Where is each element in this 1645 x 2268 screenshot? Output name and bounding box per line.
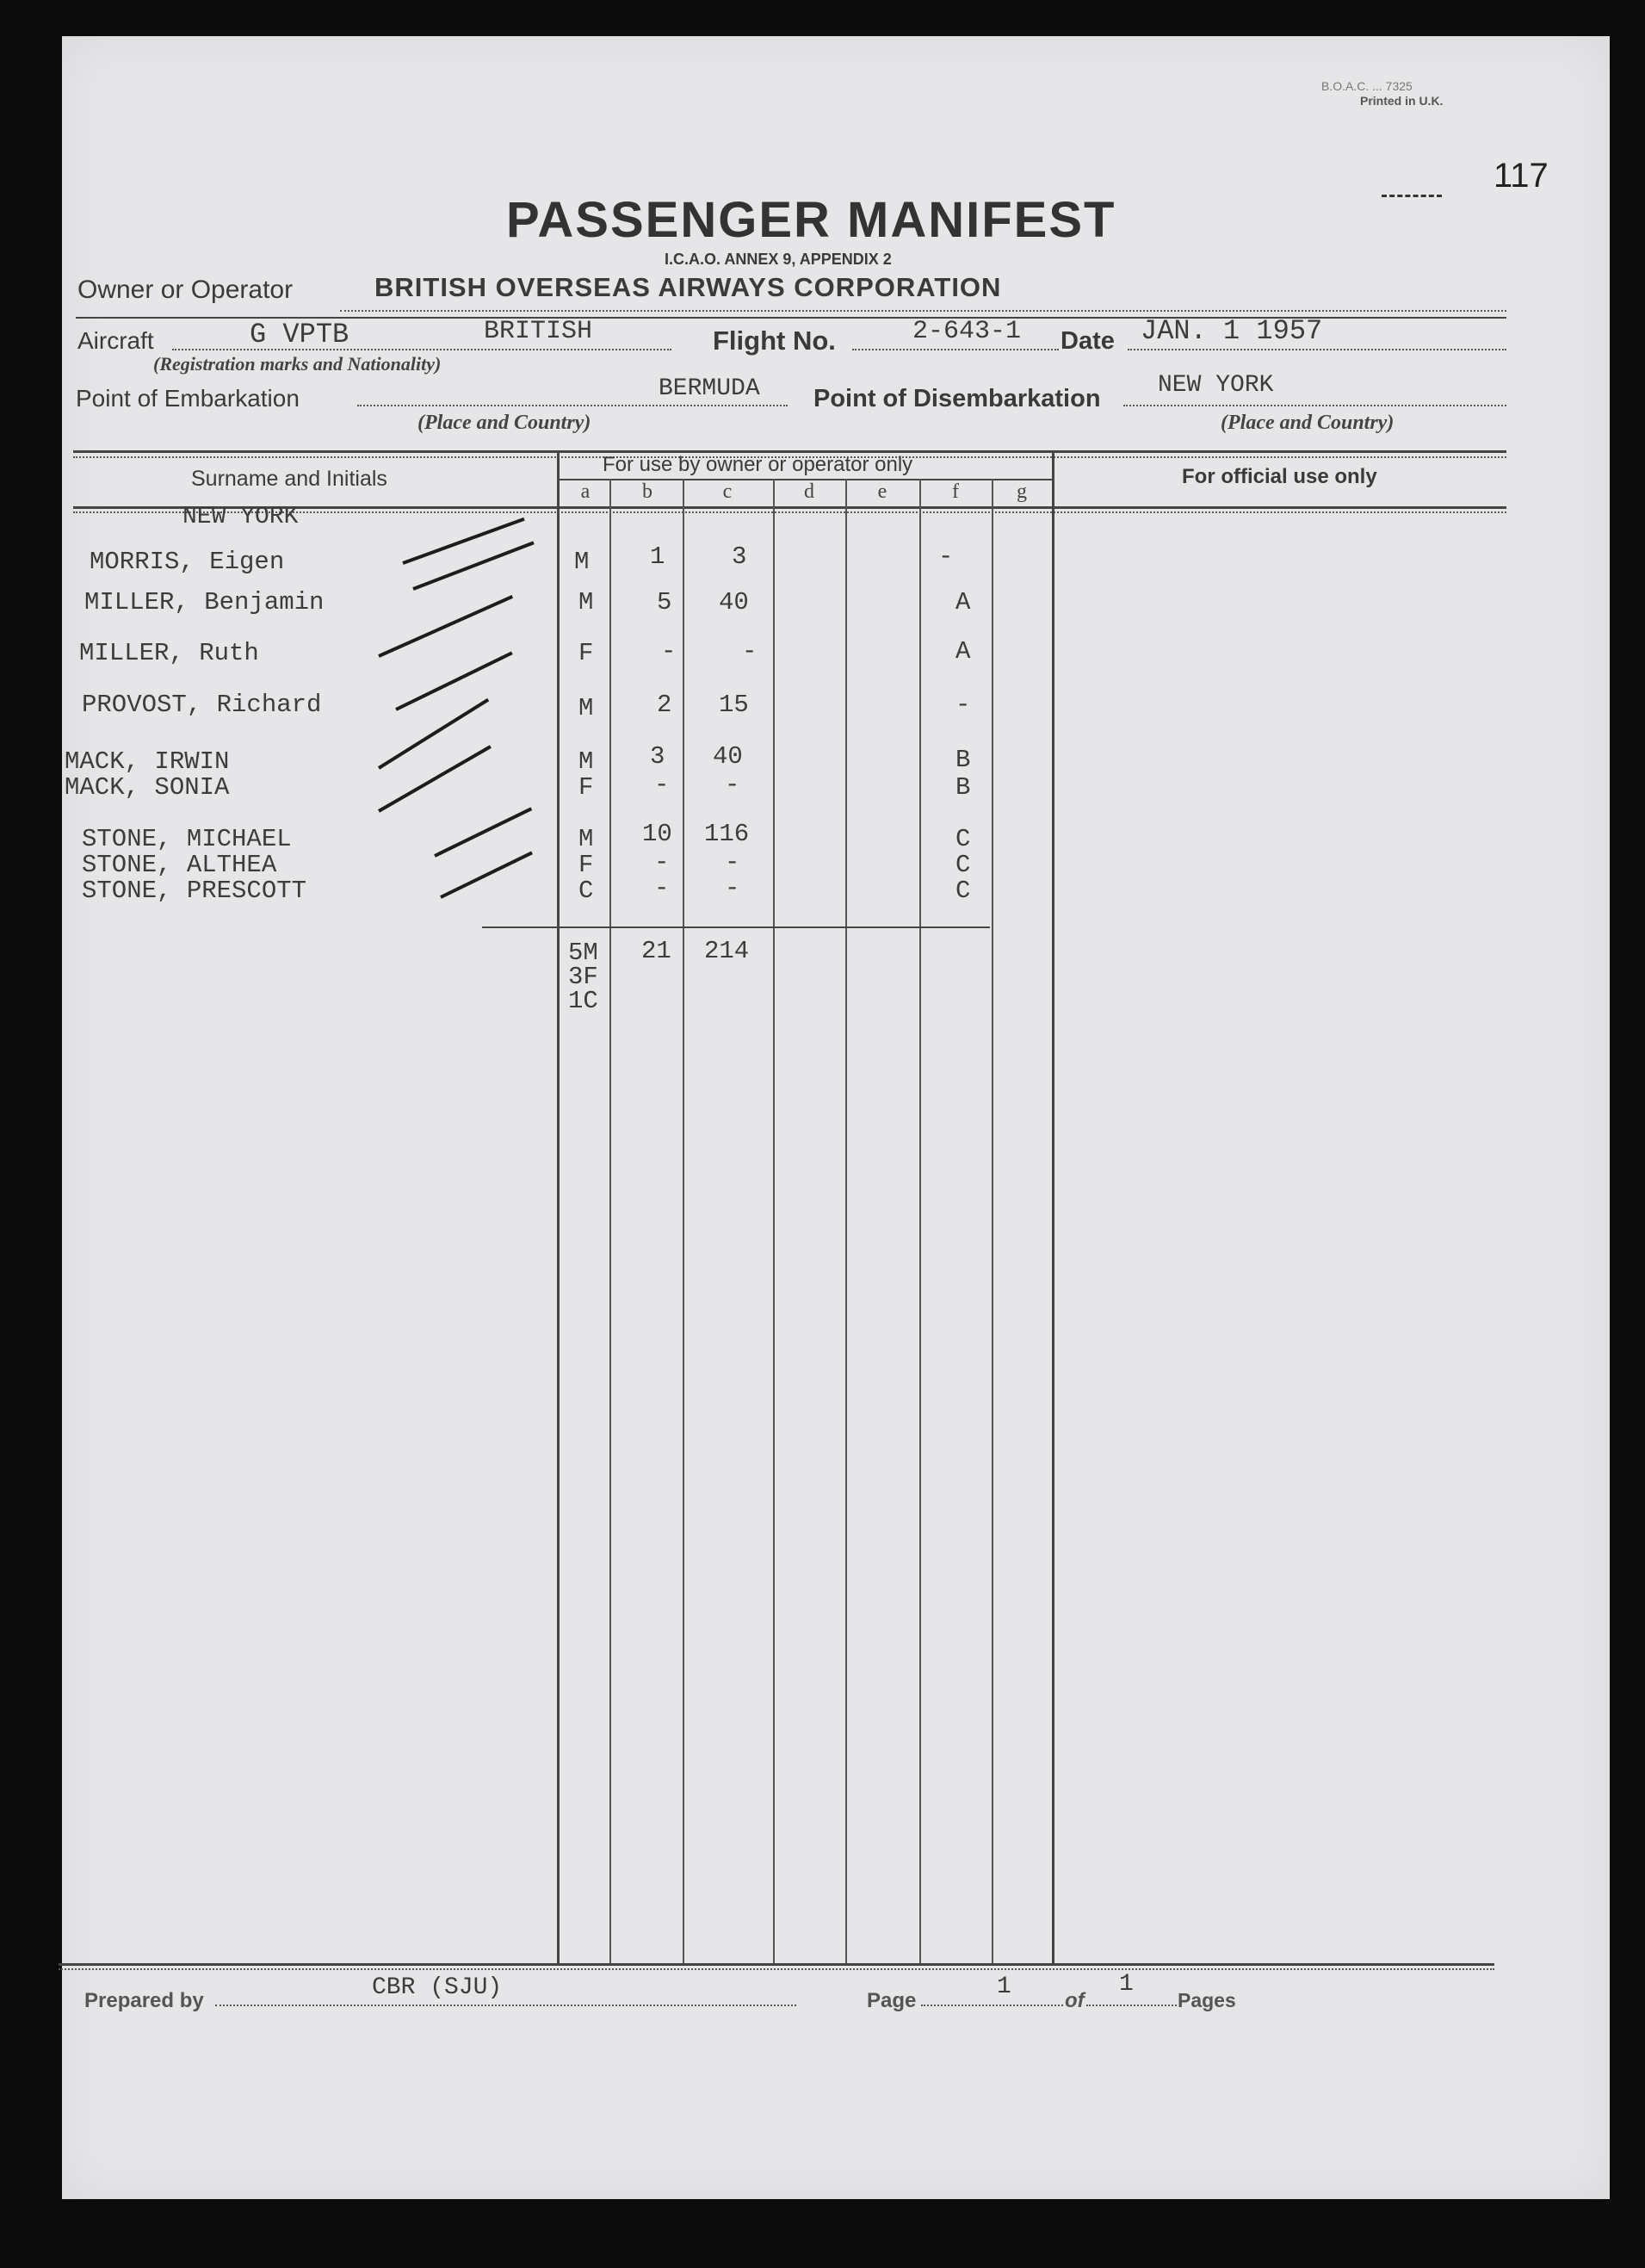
cell-f: - — [955, 691, 971, 719]
embarkation-underline — [357, 405, 788, 406]
prepared-by-underline — [215, 2005, 796, 2006]
cell-b: - — [654, 848, 670, 877]
cell-f: - — [938, 542, 954, 571]
of-value: 1 — [1119, 1971, 1134, 1998]
col-divider-b — [683, 479, 684, 1964]
passenger-name: STONE, ALTHEA — [82, 851, 277, 879]
col-header-f: f — [952, 480, 959, 503]
date-value: JAN. 1 1957 — [1141, 315, 1323, 347]
page-subtitle: I.C.A.O. ANNEX 9, APPENDIX 2 — [665, 251, 892, 268]
passenger-name: MACK, IRWIN — [65, 747, 230, 776]
total-c: 214 — [704, 937, 750, 965]
total-a-female: 3F — [568, 963, 598, 991]
total-a-child: 1C — [568, 987, 598, 1015]
cell-a: C — [578, 877, 594, 905]
total-a-male: 5M — [568, 939, 598, 967]
disembarkation-place-note: (Place and Country) — [1221, 412, 1395, 434]
cell-c: - — [725, 848, 740, 877]
footer-top-rule-2 — [59, 1968, 1494, 1970]
cell-c: - — [725, 874, 740, 902]
page-number: 117 — [1493, 157, 1549, 195]
cell-a: M — [578, 694, 594, 722]
disembarkation-value: NEW YORK — [1158, 372, 1274, 399]
total-b: 21 — [641, 937, 671, 965]
col-header-b: b — [642, 480, 652, 503]
cell-a: M — [574, 548, 590, 576]
disembarkation-label: Point of Disembarkation — [813, 385, 1101, 412]
footer-top-rule — [59, 1963, 1494, 1966]
col-divider-f — [992, 479, 993, 1964]
cell-c: 3 — [732, 542, 747, 571]
cell-c: 116 — [704, 820, 750, 848]
col-header-e: e — [877, 480, 887, 503]
date-label: Date — [1061, 327, 1115, 355]
cell-b: 10 — [642, 820, 672, 848]
cell-b: 2 — [657, 691, 672, 719]
cell-f: A — [955, 637, 971, 666]
aircraft-label: Aircraft — [77, 327, 154, 354]
embarkation-value: BERMUDA — [659, 375, 760, 402]
flight-underline — [852, 349, 1059, 350]
col-divider-d — [845, 479, 847, 1964]
passenger-name: MORRIS, Eigen — [90, 548, 285, 576]
cell-a: F — [578, 639, 594, 667]
cell-c: - — [725, 771, 740, 799]
passenger-name: MACK, SONIA — [65, 773, 230, 802]
disembarkation-underline — [1123, 405, 1506, 406]
surname-header: Surname and Initials — [191, 467, 387, 491]
col-divider-e — [919, 479, 921, 1964]
passenger-name: STONE, MICHAEL — [82, 825, 292, 853]
cell-b: - — [654, 771, 670, 799]
col-divider-official — [1052, 452, 1054, 1964]
owner-use-header: For use by owner or operator only — [603, 453, 913, 476]
cell-b: 5 — [657, 588, 672, 617]
cell-a: M — [578, 588, 594, 617]
page-underline — [921, 2005, 1063, 2006]
cell-b: - — [661, 637, 677, 666]
official-use-header: For official use only — [1182, 465, 1377, 488]
cell-f: B — [955, 773, 971, 802]
page-number-dashes — [1382, 195, 1442, 197]
passenger-name: PROVOST, Richard — [82, 691, 322, 719]
cell-c: - — [742, 637, 758, 666]
cell-f: C — [955, 851, 971, 879]
col-header-d: d — [804, 480, 814, 503]
cell-a: F — [578, 851, 594, 879]
owner-label: Owner or Operator — [77, 276, 294, 304]
cell-c: 40 — [713, 742, 743, 771]
cell-f: B — [955, 746, 971, 774]
printed-in-note: Printed in U.K. — [1360, 94, 1444, 108]
cell-a: M — [578, 747, 594, 776]
passenger-name: STONE, PRESCOTT — [82, 877, 307, 905]
registration-note: (Registration marks and Nationality) — [153, 353, 442, 375]
aircraft-underline — [172, 349, 671, 350]
owner-underline — [340, 310, 1506, 312]
cell-a: F — [578, 773, 594, 802]
pages-label: Pages — [1178, 1989, 1236, 2011]
col-header-c: c — [722, 480, 733, 503]
of-label: of — [1065, 1989, 1085, 2012]
col-divider-surname — [557, 452, 560, 1964]
aircraft-value: G VPTB — [250, 319, 349, 350]
date-underline — [1128, 349, 1506, 350]
cell-c: 40 — [719, 588, 749, 617]
page-title: PASSENGER MANIFEST — [506, 192, 1116, 248]
embarkation-place-note: (Place and Country) — [417, 412, 591, 434]
cell-b: 1 — [650, 542, 665, 571]
col-header-g: g — [1017, 480, 1027, 503]
col-divider-c — [773, 479, 775, 1964]
cell-f: C — [955, 877, 971, 905]
cell-f: A — [955, 588, 971, 617]
cell-b: - — [654, 874, 670, 902]
page-label: Page — [867, 1989, 917, 2012]
cell-b: 3 — [650, 742, 665, 771]
col-divider-a — [609, 479, 611, 1964]
col-header-a: a — [580, 480, 591, 503]
flight-value: 2-643-1 — [912, 317, 1022, 346]
prepared-by-label: Prepared by — [84, 1989, 204, 2012]
embarkation-label: Point of Embarkation — [76, 385, 300, 412]
flight-label: Flight No. — [713, 325, 836, 356]
cell-f: C — [955, 825, 971, 853]
totals-rule — [482, 926, 990, 928]
destination-label: NEW YORK — [182, 504, 299, 530]
page-value: 1 — [997, 1974, 1011, 2000]
cell-a: M — [578, 825, 594, 853]
of-underline — [1086, 2005, 1177, 2006]
passenger-name: MILLER, Benjamin — [84, 588, 325, 617]
passenger-name: MILLER, Ruth — [79, 639, 259, 667]
prepared-by-value: CBR (SJU) — [372, 1974, 503, 2001]
owner-value: BRITISH OVERSEAS AIRWAYS CORPORATION — [374, 272, 1002, 302]
cell-c: 15 — [719, 691, 749, 719]
nationality-value: BRITISH — [484, 317, 593, 346]
corner-code: B.O.A.C. ... 7325 — [1321, 79, 1413, 93]
